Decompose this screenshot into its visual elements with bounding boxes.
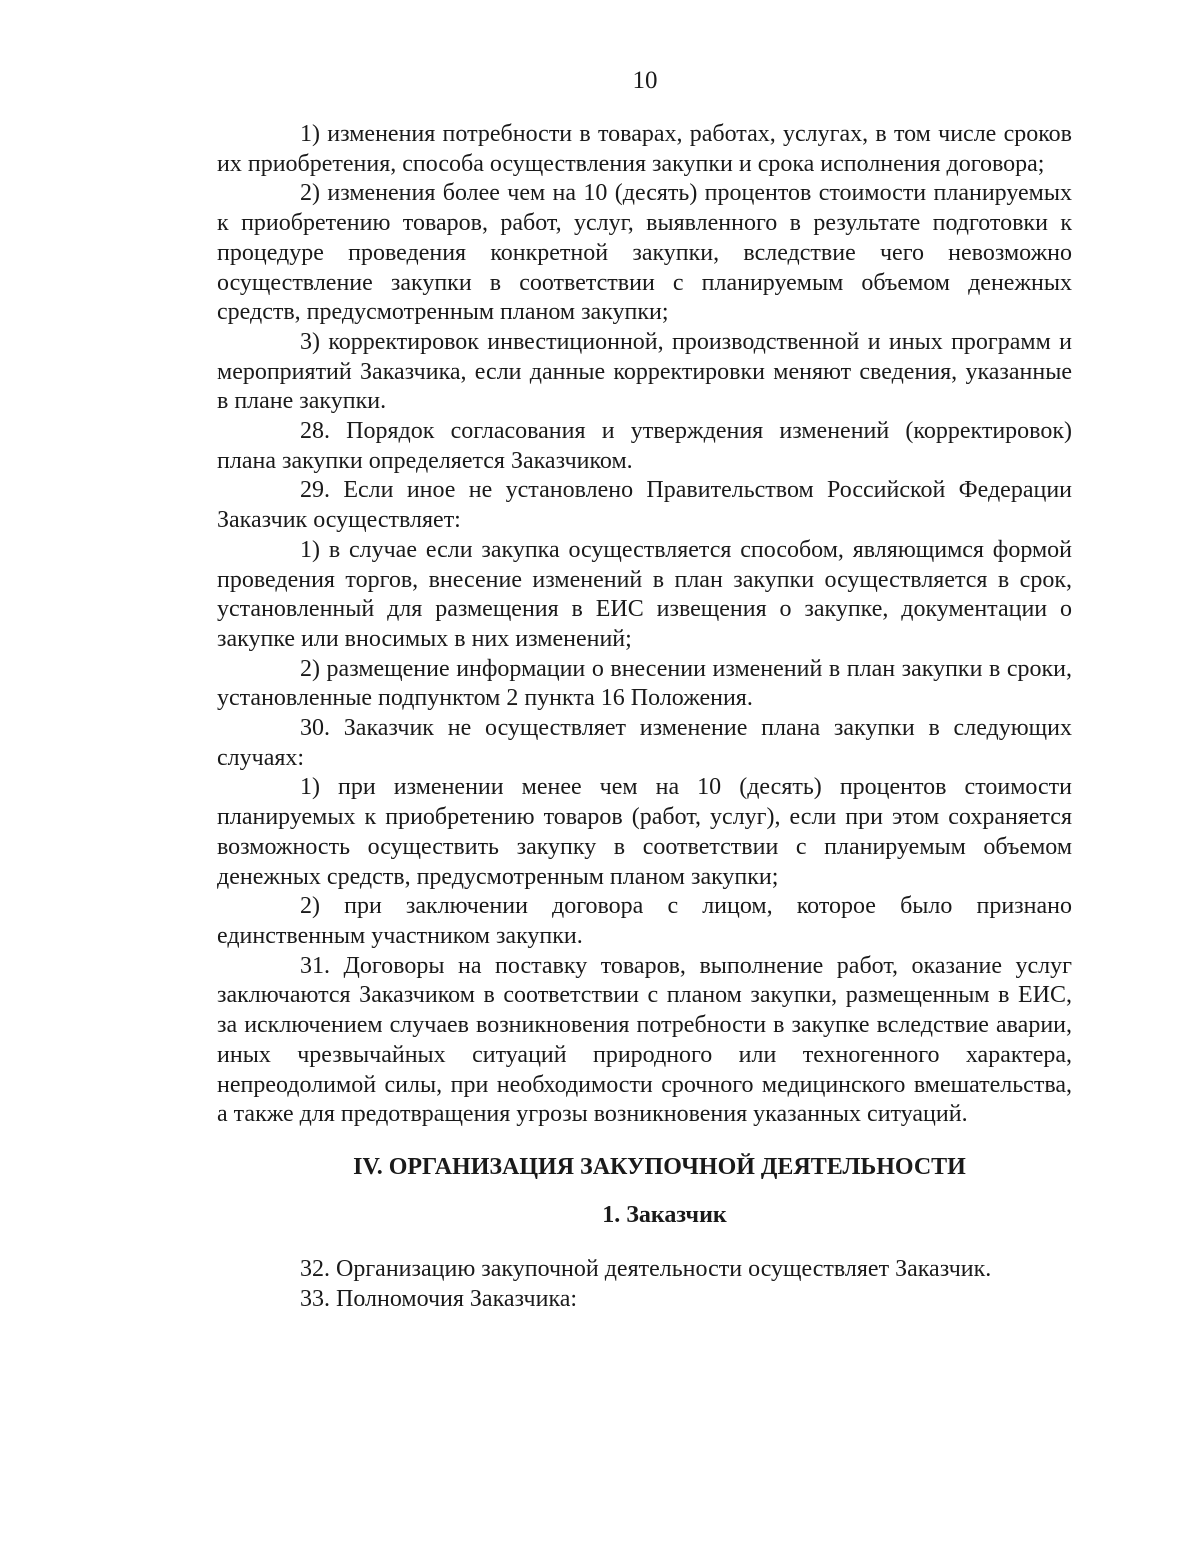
paragraph-30-item-1: 1) при изменении менее чем на 10 (десять) процентов стоимости планируемых к приобретению товаров (работ, услуг), если при этом сохраняется возможность осуществить закупку в соответствии с планируемым объемом денежных средств, предусмотренным планом закупки; [217, 774, 1072, 890]
section-heading: IV. ОРГАНИЗАЦИЯ ЗАКУПОЧНОЙ ДЕЯТЕЛЬНОСТИ [353, 1153, 966, 1180]
paragraph-29-item-2: 2) размещение информации о внесении изменений в план закупки в сроки, установленные подпунктом 2 пункта 16 Положения. [217, 655, 1072, 712]
paragraph-28: 28. Порядок согласования и утверждения изменений (корректировок) плана закупки определяется Заказчиком. [217, 418, 1072, 474]
paragraph-item-1-demand-change: 1) изменения потребности в товарах, работах, услугах, в том числе сроков их приобретения, способа осуществления закупки и срока исполнения договора; [217, 121, 1072, 177]
page-number: 10 [632, 67, 658, 94]
paragraph-29: 29. Если иное не установлено Правительством Российской Федерации Заказчик осуществляет: [217, 477, 1072, 534]
paragraph-item-2-cost-change: 2) изменения более чем на 10 (десять) процентов стоимости планируемых к приобретению товаров, работ, услуг, выявленного в результате подготовки к процедуре проведения конкретной закупки, вследствие чего невозможно осуществление закупки в соответствии с планируемым объемом денежных средств, предусмотренным планом закупки; [217, 180, 1072, 326]
paragraph-32: 32. Организацию закупочной деятельности осуществляет Заказчик. [300, 1255, 992, 1282]
paragraph-30-item-2: 2) при заключении договора с лицом, которое было признано единственным участником закупки. [217, 893, 1072, 949]
document-body [217, 120, 1072, 1314]
paragraph-item-3-program-adjustment: 3) корректировок инвестиционной, производственной и иных программ и мероприятий Заказчика, если данные корректировки меняют сведения, указанные в плане закупки. [217, 328, 1072, 415]
subsection-heading: 1. Заказчик [602, 1201, 727, 1228]
paragraph-31: 31. Договоры на поставку товаров, выполнение работ, оказание услуг заключаются Заказчиком в соответствии с планом закупки, размещенным в ЕИС, за исключением случаев возникновения потребности в закупке вследствие аварии, иных чрезвычайных ситуаций природного или техногенного характера, непреодолимой силы, при необходимости срочного медицинского вмешательства, а также для предотвращения угрозы возникновения указанных ситуаций. [217, 952, 1072, 1128]
paragraph-33: 33. Полномочия Заказчика: [300, 1285, 578, 1312]
paragraph-29-item-1: 1) в случае если закупка осуществляется способом, являющимся формой проведения торгов, внесение изменений в план закупки осуществляется в срок, установленный для размещения в ЕИС извещения о закупке, документации о закупке или вносимых в них изменений; [217, 536, 1072, 652]
paragraph-30: 30. Заказчик не осуществляет изменение плана закупки в следующих случаях: [217, 715, 1072, 771]
